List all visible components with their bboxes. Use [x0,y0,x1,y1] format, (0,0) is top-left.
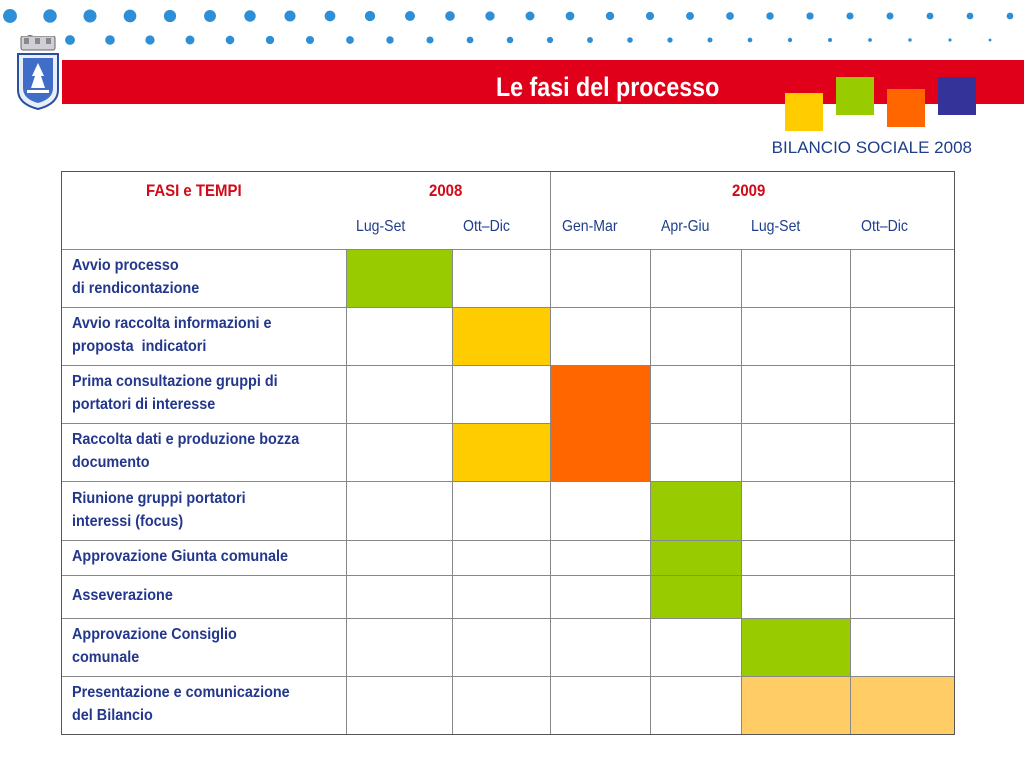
phase-label: Avvio raccolta informazioni e proposta indicatori [72,315,272,355]
timeline-cell-filled [650,575,741,618]
corner-label: FASI e TEMPI [146,181,242,200]
banner-dot [244,10,255,21]
banner-dot [708,38,713,43]
banner-dot [445,11,455,21]
banner-dot [1007,13,1014,20]
banner-dot [124,10,137,23]
table-row-divider [62,307,954,308]
banner-dot [587,37,593,43]
banner-dot [828,38,832,42]
year-header-2009: 2009 [732,181,766,200]
phase-label: Raccolta dati e produzione bozza documento [72,431,300,471]
banner-dot [967,13,974,20]
year-divider [550,172,551,249]
banner-dot [927,13,934,20]
banner-dot [606,12,614,20]
banner-dot [547,37,553,43]
phase-label: Presentazione e comunicazione del Bilancio [72,684,290,724]
banner-dot [485,11,494,20]
timeline-cell-filled [650,481,741,540]
table-row-divider [62,540,954,541]
banner-dot [507,37,514,44]
table-row-divider [62,618,954,619]
decor-square-yellow [785,93,823,131]
period-header: Apr-Giu [661,218,710,235]
banner-dot [686,12,694,20]
timeline-cell-filled [346,249,452,307]
report-subtitle: BILANCIO SOCIALE 2008 [771,138,972,157]
banner-dot [868,38,872,42]
table-row-divider [62,575,954,576]
period-header: Ott–Dic [463,218,510,235]
banner-dot [226,36,235,45]
phase-label: Asseverazione [72,587,173,604]
decor-square-orange [887,89,925,127]
dotted-banner [0,0,1024,56]
city-crest-icon [14,36,62,110]
banner-dot [526,12,535,21]
phase-label: Approvazione Consiglio comunale [72,626,237,666]
period-header: Lug-Set [356,218,406,235]
decor-square-navy [938,77,976,115]
banner-dot [948,38,951,41]
table-col-divider [650,249,651,734]
timeline-cell-filled [550,423,650,481]
timeline-cell-filled [741,676,850,734]
timeline-cell-filled [550,365,650,423]
banner-dot [105,35,115,45]
timeline-cell-filled [452,307,550,365]
banner-dot [266,36,274,44]
banner-dot [726,12,734,20]
banner-dot [365,11,375,21]
table-col-divider [346,249,347,734]
banner-dot [325,11,336,22]
timeline-cell-filled [850,676,954,734]
table-col-divider [550,249,551,734]
banner-dot [346,36,354,44]
phase-label: Avvio processo di rendicontazione [72,257,200,297]
banner-dot [386,36,393,43]
banner-dot [766,12,773,19]
banner-dot [806,12,813,19]
banner-dot [204,10,216,22]
banner-dot [627,37,633,43]
table-col-divider [452,249,453,734]
period-header: Lug-Set [751,218,801,235]
period-header: Gen-Mar [562,218,618,235]
banner-dot [83,9,96,22]
banner-dot [989,39,992,42]
banner-dot [3,9,17,23]
table-row-divider [62,365,954,366]
banner-dot [405,11,415,21]
banner-dot [566,12,575,21]
period-header: Ott–Dic [861,218,908,235]
table-col-divider [741,249,742,734]
banner-dot [186,36,195,45]
phase-label: Approvazione Giunta comunale [72,548,289,565]
decor-square-green [836,77,874,115]
phase-label: Riunione gruppi portatori interessi (focus) [72,490,246,530]
banner-dot [426,36,433,43]
banner-dot [908,38,911,41]
banner-dot [788,38,792,42]
timeline-cell-filled [741,618,850,676]
banner-dot [284,10,295,21]
banner-dot [306,36,314,44]
table-row-divider [62,423,954,424]
timeline-cell-filled [650,540,741,575]
year-header-2008: 2008 [429,181,463,200]
phase-label: Prima consultazione gruppi di portatori di interesse [72,373,278,413]
banner-dot [145,35,154,44]
page-title: Le fasi del processo [496,72,720,102]
table-col-divider [850,249,851,734]
process-timeline-table [61,171,955,735]
banner-dot [667,37,672,42]
banner-dot [164,10,176,22]
banner-dot [43,9,56,22]
banner-dot [887,13,894,20]
banner-dot [748,38,753,43]
banner-dot [846,12,853,19]
table-row-divider [62,481,954,482]
table-row-divider [62,249,954,250]
timeline-cell-filled [452,423,550,481]
banner-dot [646,12,654,20]
banner-dot [467,37,474,44]
banner-dot [65,35,75,45]
table-row-divider [62,676,954,677]
